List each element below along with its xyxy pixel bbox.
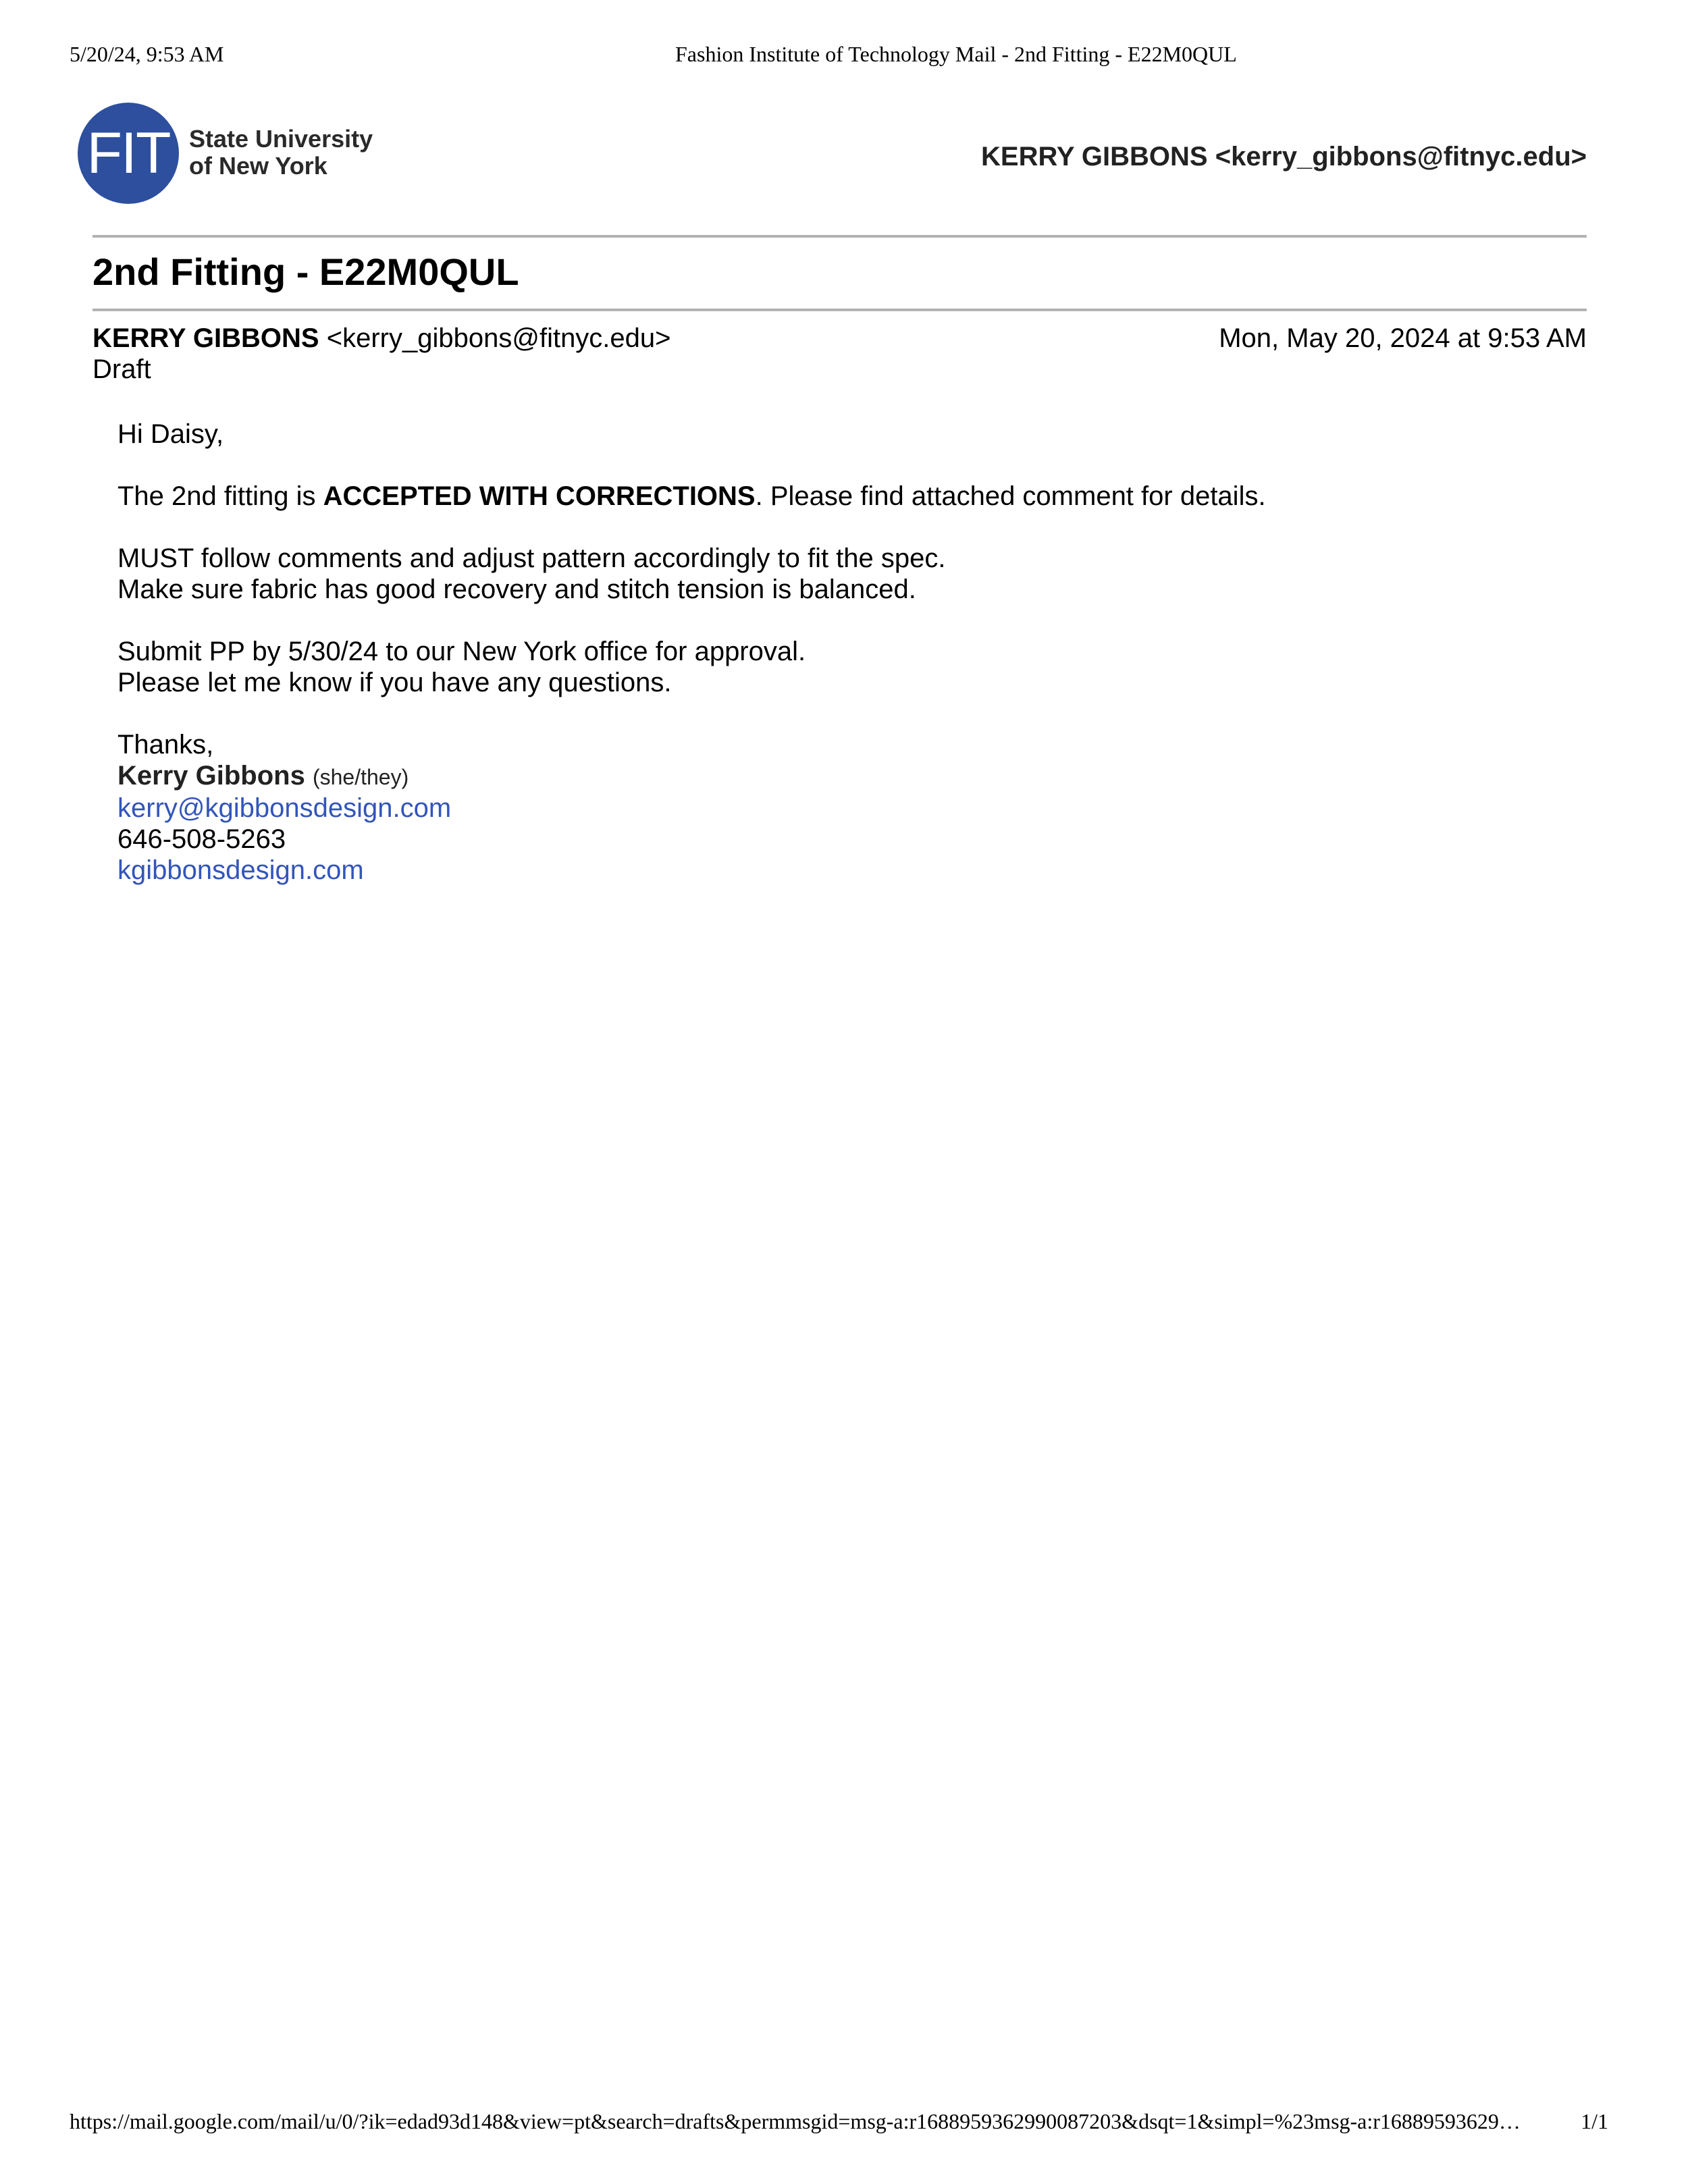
- logo-line-1: State University: [189, 125, 373, 153]
- signature-name: Kerry Gibbons: [117, 761, 305, 791]
- paragraph-1: [117, 481, 1535, 512]
- p2-line-1: MUST follow comments and adjust pattern accordingly to fit the spec.: [117, 543, 946, 573]
- p1-post: . Please find attached comment for details.: [755, 481, 1266, 511]
- message-header: [93, 323, 1587, 385]
- divider-top: [93, 235, 1587, 238]
- message-body: [117, 419, 1535, 886]
- signature-pronouns: (she/they): [312, 765, 409, 789]
- divider-bottom: [93, 309, 1587, 311]
- paragraph-2: [117, 543, 1535, 605]
- email-subject: 2nd Fitting - E22M0QUL: [93, 250, 519, 293]
- draft-status: Draft: [93, 354, 151, 384]
- fit-logo-mark: FIT: [78, 103, 179, 204]
- greeting: [117, 419, 1535, 450]
- print-page-title: Fashion Institute of Technology Mail - 2nd Fitting - E22M0QUL: [675, 42, 1237, 66]
- print-datetime: 5/20/24, 9:53 AM: [70, 42, 224, 66]
- p2-line-2: Make sure fabric has good recovery and stitch tension is balanced.: [117, 575, 916, 604]
- fit-logo-text: [189, 126, 373, 180]
- signature-phone: 646-508-5263: [117, 824, 286, 854]
- sender-email: <kerry_gibbons@fitnyc.edu>: [326, 323, 671, 353]
- fit-logo: [78, 103, 388, 205]
- message-date: Mon, May 20, 2024 at 9:53 AM: [1219, 323, 1587, 353]
- signature-email-link[interactable]: kerry@kgibbonsdesign.com: [117, 793, 452, 823]
- sender: [93, 323, 671, 353]
- greeting-text: Hi Daisy,: [117, 419, 224, 449]
- p1-bold: ACCEPTED WITH CORRECTIONS: [323, 481, 756, 511]
- paragraph-3: [117, 636, 1535, 698]
- signature-website-link[interactable]: kgibbonsdesign.com: [117, 855, 364, 885]
- account-identity: KERRY GIBBONS <kerry_gibbons@fitnyc.edu>: [981, 142, 1587, 171]
- logo-line-2: of New York: [189, 152, 327, 180]
- signature: [117, 729, 1535, 886]
- p3-line-1: Submit PP by 5/30/24 to our New York office for approval.: [117, 637, 806, 666]
- print-header: [0, 39, 1688, 69]
- signoff: Thanks,: [117, 730, 214, 760]
- p1-pre: The 2nd fitting is: [117, 481, 323, 511]
- sender-name: KERRY GIBBONS: [93, 323, 319, 353]
- p3-line-2: Please let me know if you have any questions.: [117, 668, 672, 697]
- signature-name-line: [117, 760, 1535, 793]
- print-footer: [0, 2106, 1688, 2136]
- print-page-number: 1/1: [1581, 2109, 1608, 2133]
- print-url: https://mail.google.com/mail/u/0/?ik=edad93d148&view=pt&search=drafts&permmsgid=msg-a:r1688959362990087203&dsqt=1&simpl=%23msg-a:r16889593629…: [70, 2109, 1521, 2133]
